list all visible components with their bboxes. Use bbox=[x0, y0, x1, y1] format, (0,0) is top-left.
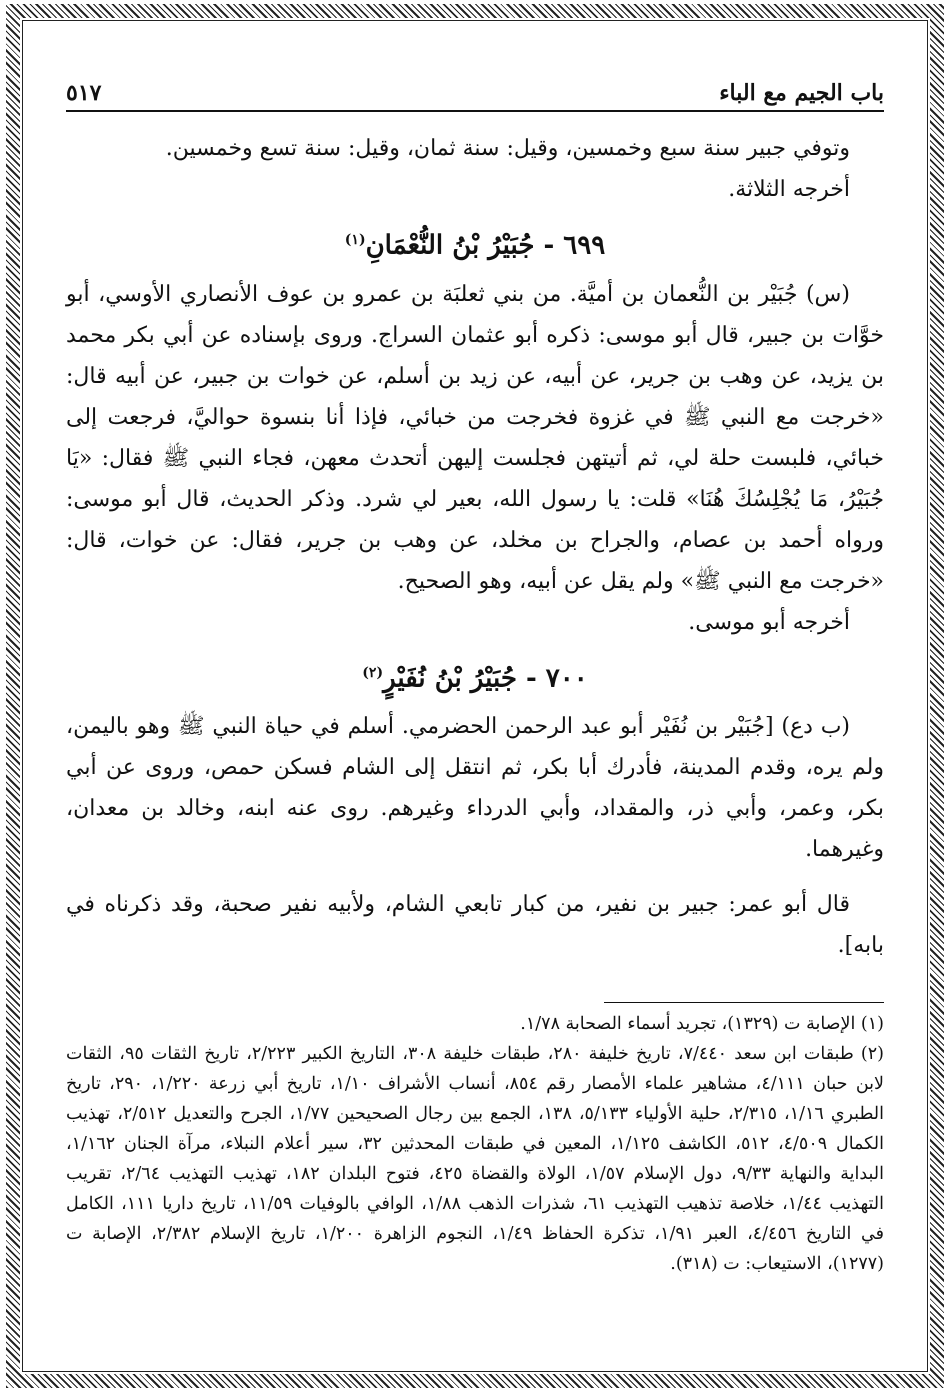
footnote-rule bbox=[604, 1002, 884, 1003]
footnote-ref-1: (١) bbox=[344, 232, 366, 248]
main-text bbox=[66, 128, 884, 966]
entry-title-700 bbox=[66, 651, 884, 701]
entry-title-700-text: ٧٠٠ - جُبَيْرُ بْنُ نُفَيْرٍ bbox=[383, 663, 588, 694]
footnote-ref-2: (٢) bbox=[362, 664, 384, 681]
entry-700-text: (ب دع) [جُبَيْر بن نُفَيْر أبو عبد الرحمن الحضرمي. أسلم في حياة النبي ﷺ وهو باليمن، ولم يره، وقدم المدينة، فأدرك أبا بكر، ثم انتقل إلى الشام فسكن حمص، وروى عن أبي بكر، وعمر، وأبي ذر، والمقداد، وأبي الدرداء وغيرهم. روى عنه ابنه، وخالد بن معدان، وغيرهما. bbox=[66, 714, 884, 863]
entry-699-source: أخرجه أبو موسى. bbox=[688, 609, 850, 635]
footnote-1: (١) الإصابة ت (١٣٢٩)، تجريد أسماء الصحابة ١/٧٨. bbox=[520, 1014, 884, 1034]
paragraph-source: أخرجه الثلاثة. bbox=[728, 177, 850, 202]
paragraph-gap bbox=[66, 870, 884, 884]
page-number: ٥١٧ bbox=[66, 80, 102, 106]
page-header bbox=[66, 76, 884, 112]
footnotes bbox=[66, 1002, 884, 1279]
entry-title-699-text: ٦٩٩ - جُبَيْرُ بْنُ النُّعْمَانِ bbox=[365, 230, 606, 261]
footnote-2: (٢) طبقات ابن سعد ٧/٤٤٠، تاريخ خليفة ٢٨٠، طبقات خليفة ٣٠٨، التاريخ الكبير ٢/٢٢٣، تاريخ الثقات ٩٥، الثقات لابن حبان ٤/١١١، مشاهير علماء الأمصار رقم ٨٥٤، أنساب الأشراف ١/١٠، تاريخ أبي زرعة ١/٢٢٠، ٢٩٠، تاريخ الطبري ١/١٦، ٢/٣١٥، حلية الأولياء ٥/١٣٣، ١٣٨، الجمع بين رجال الصحيحين ١/٧٧، الجرح والتعديل ٢/٥١٢، تهذيب الكمال ٤/٥٠٩، ٥١٢، الكاشف ١/١٢٥، المعين في طبقات المحدثين ٣٢، سير أعلام النبلاء، مرآة الجنان ١/١٦٢، البداية والنهاية ٩/٣٣، دول الإسلام ١/٥٧، الولاة والقضاة ٤٢٥، فتوح البلدان ١٨٢، تهذيب التهذيب ٢/٦٤، تقريب التهذيب ١/٤٤، خلاصة تذهيب التهذيب ٦١، شذرات الذهب ١/٨٨، الوافي بالوفيات ١١/٥٩، تاريخ داريا ١١١، الكامل في التاريخ ٤/٤٥٦، العبر ١/٩١، تذكرة الحفاظ ١/٤٩، النجوم الزاهرة ١/٢٠٠، تاريخ الإسلام ٢/٣٨٢، الإصابة ت (١٢٧٧)، الاستيعاب: ت (٣١٨). bbox=[66, 1044, 885, 1274]
chapter-title: باب الجيم مع الباء bbox=[719, 80, 884, 106]
entry-699-text: (س) جُبَيْر بن النُّعمان بن أميَّة. من بني ثعلبَة بن عمرو بن عوف الأنصاري الأوسي، أبو خوَّات بن جبير، قال أبو موسى: ذكره أبو عثمان السراج. وروى بإسناده عن أبي بكر محمد بن يزيد، عن وهب بن جرير، عن أبيه، عن زيد بن أسلم، عن خوات بن جبير، عن أبيه قال: «خرجت مع النبي ﷺ في غزوة فخرجت من خبائي، فإذا أنا بنسوة حواليَّ، فرجعت إلى خبائي، فلبست حلة لي، ثم أتيتهن فجلست إليهن أتحدث معهن، فجاء النبي ﷺ فقال: «يَا جُبَيْرُ، مَا يُجْلِسُكَ هُنَا» قلت: يا رسول الله، بعير لي شرد. وذكر الحديث، قال أبو موسى: ورواه أحمد بن عصام، والجراح بن مخلد، عن وهب بن جرير، فقال: عن خوات، قال: «خرجت مع النبي ﷺ» ولم يقل عن أبيه، وهو الصحيح. bbox=[66, 281, 884, 594]
entry-700-text-2: قال أبو عمر: جبير بن نفير، من كبار تابعي الشام، ولأبيه نفير صحبة، وقد ذكرناه في بابه]. bbox=[66, 892, 884, 959]
entry-title-699 bbox=[66, 218, 884, 268]
paragraph-death-date: وتوفي جبير سنة سبع وخمسين، وقيل: سنة ثمان، وقيل: سنة تسع وخمسين. bbox=[165, 136, 850, 161]
